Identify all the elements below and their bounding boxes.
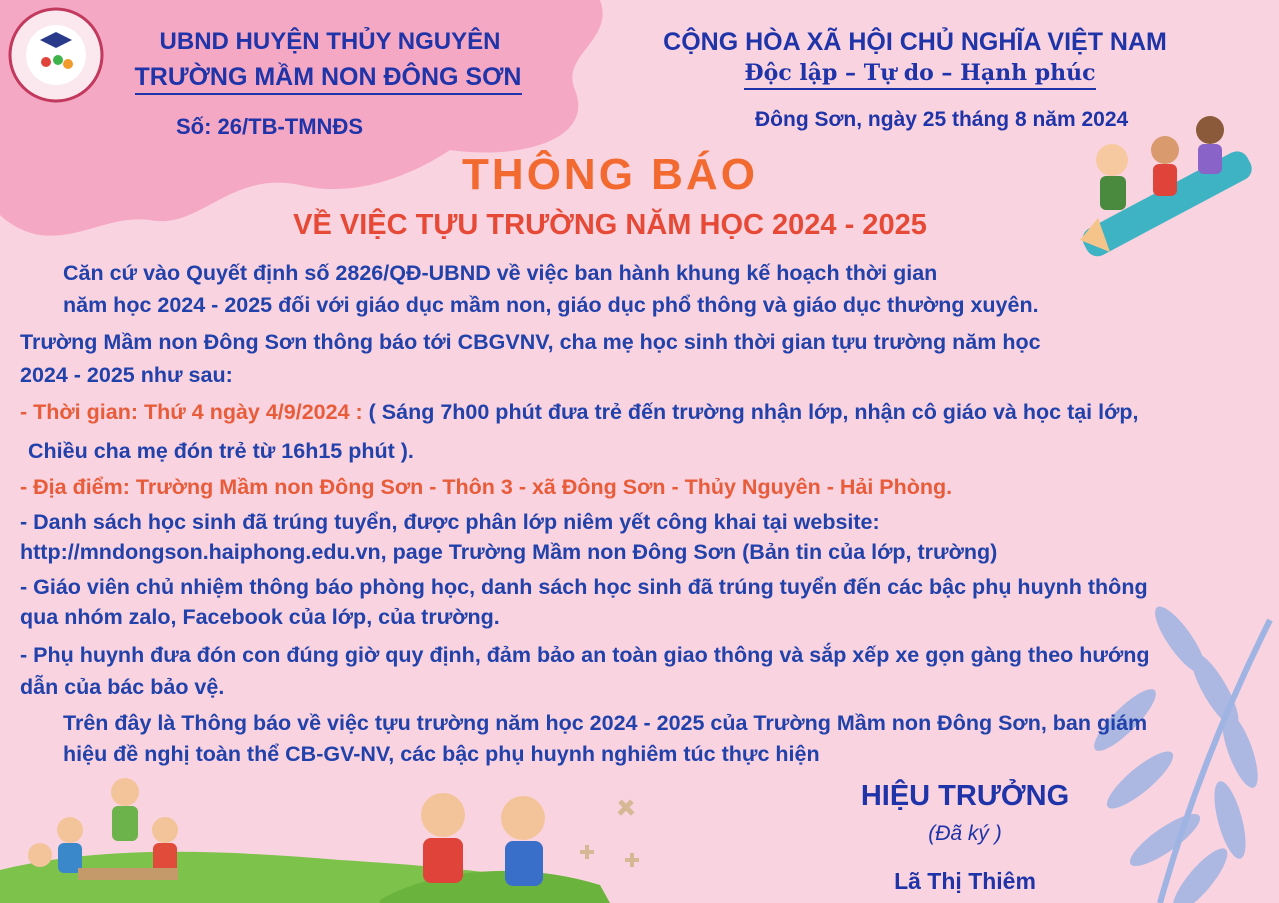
parents-line-a: - Phụ huynh đưa đón con đúng giờ quy định, đảm bảo an toàn giao thông và sắp xếp xe gọn gàng theo hướng [20,643,1150,667]
notice-subtitle: VỀ VIỆC TỰU TRƯỜNG NĂM HỌC 2024 - 2025 [293,209,927,241]
parents-line-b: dẫn của bác bảo vệ. [20,675,225,699]
signature-role: HIỆU TRƯỞNG [860,780,1070,812]
time-detail: ( Sáng 7h00 phút đưa trẻ đến trường nhận lớp, nhận cô giáo và học tại lớp, [362,400,1139,424]
body-p1a: Căn cứ vào Quyết định số 2826/QĐ-UBND về việc ban hành khung kế hoạch thời gian [63,261,938,285]
website-line: http://mndongson.haiphong.edu.vn, page Trường Mầm non Đông Sơn (Bản tin của lớp, trường) [20,540,998,564]
signature-name: Lã Thị Thiêm [894,868,1036,894]
notice-title: THÔNG BÁO [462,150,758,199]
closing-line-b: hiệu đề nghị toàn thể CB-GV-NV, các bậc phụ huynh nghiêm túc thực hiện [63,742,820,766]
national-motto-text: Độc lập – Tự do – Hạnh phúc [744,60,1095,90]
time-continued: Chiều cha mẹ đón trẻ từ 16h15 phút ). [28,439,414,463]
date-line: Đông Sơn, ngày 25 tháng 8 năm 2024 [755,108,1129,131]
document-number: Số: 26/TB-TMNĐS [176,114,363,139]
closing-line-a: Trên đây là Thông báo về việc tựu trường năm học 2024 - 2025 của Trường Mầm non Đông Sơn, ban giám [63,711,1148,735]
body-p1b: năm học 2024 - 2025 đối với giáo dục mầm non, giáo dục phổ thông và giáo dục thường xuyên. [63,293,1039,317]
district-name: UBND HUYỆN THỦY NGUYÊN [159,28,501,55]
time-line [20,397,1139,427]
country-name: CỘNG HÒA XÃ HỘI CHỦ NGHĨA VIỆT NAM [663,28,1167,56]
location-line: - Địa điểm: Trường Mầm non Đông Sơn - Thôn 3 - xã Đông Sơn - Thủy Nguyên - Hải Phòng. [20,475,953,499]
body-p2a: Trường Mầm non Đông Sơn thông báo tới CBGVNV, cha mẹ học sinh thời gian tựu trường năm học [20,330,1041,354]
body-p2b: 2024 - 2025 như sau: [20,363,233,387]
time-label: - Thời gian: Thứ 4 ngày 4/9/2024 : [20,400,363,424]
school-name [128,63,528,92]
national-motto [700,60,1140,86]
teacher-line-b: qua nhóm zalo, Facebook của lớp, của trường. [20,605,500,629]
teacher-line-a: - Giáo viên chủ nhiệm thông báo phòng học, danh sách học sinh đã trúng tuyển đến các bậc phụ huynh thông [20,575,1148,599]
list-line-a: - Danh sách học sinh đã trúng tuyển, được phân lớp niêm yết công khai tại website: [20,510,880,534]
school-name-text: TRƯỜNG MẦM NON ĐÔNG SƠN [135,63,522,95]
signature-note: (Đã ký ) [928,822,1002,845]
